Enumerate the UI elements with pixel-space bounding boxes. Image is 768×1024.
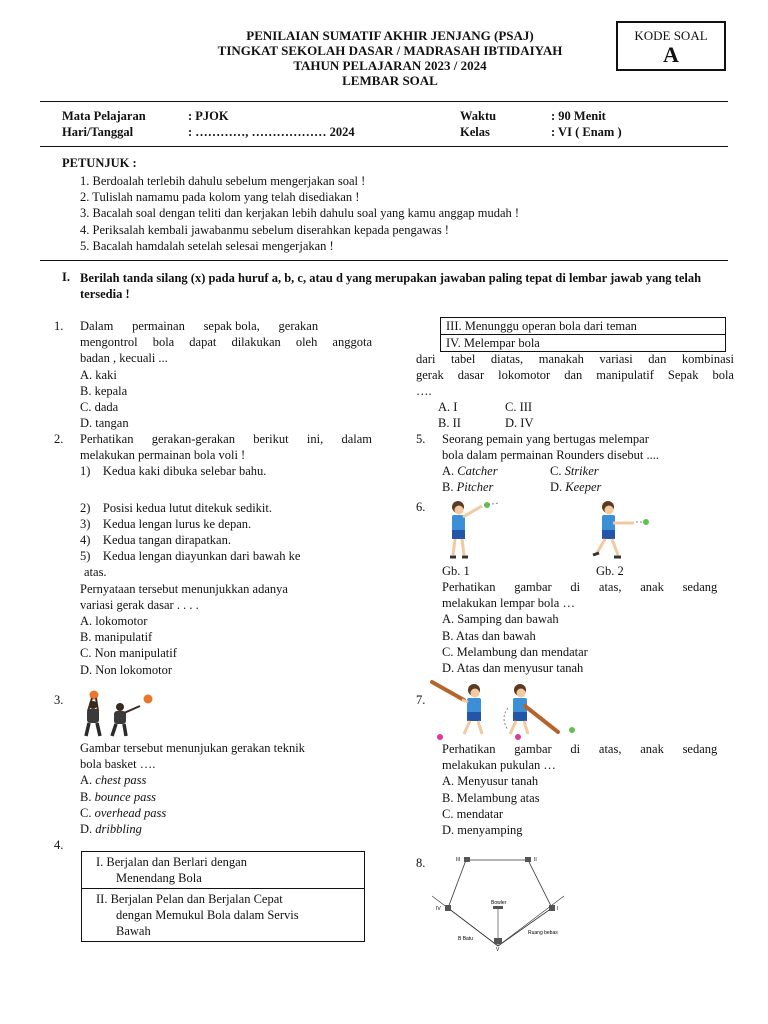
q3-option-a-letter: A. [80, 773, 96, 788]
q2-step-1: 1) Kedua kaki dibuka selebar bahu. [80, 464, 267, 479]
q2-statement-2: variasi gerak dasar . . . . [80, 597, 199, 612]
basketball-icon [144, 695, 153, 704]
q5-line2: bola dalam permainan Rounders disebut .... [442, 448, 659, 463]
q4-option-c[interactable]: C. III [505, 400, 533, 414]
q4-question [416, 351, 734, 400]
q6-option-c[interactable]: C. Melambung dan mendatar [442, 644, 588, 659]
mapel-label: Mata Pelajaran [62, 109, 146, 123]
q4-row-2 [82, 889, 365, 942]
q7-line2: melakukan pukulan … [442, 758, 556, 773]
q5-option-c[interactable] [550, 463, 599, 479]
q6-figure-1-label: Gb. 1 [442, 564, 470, 578]
q5-option-d[interactable] [550, 479, 601, 495]
basketball-icon [90, 691, 99, 700]
q7-option-d[interactable]: D. menyamping [442, 823, 523, 838]
label-v: V [496, 947, 500, 953]
q1-number: 1. [54, 319, 64, 333]
q4-row-1-line1: I. Berjalan dan Berlari dengan [96, 855, 247, 869]
q3-option-d-text: dribbling [95, 822, 142, 837]
header-line1: PENILAIAN SUMATIF AKHIR JENJANG (PSAJ) [246, 28, 534, 43]
q8-number: 8. [416, 856, 426, 870]
q2-option-d[interactable]: D. Non lokomotor [80, 662, 173, 677]
header-line4: LEMBAR SOAL [342, 73, 438, 88]
question-7 [442, 741, 734, 838]
q4-line3: …. [416, 384, 432, 399]
q3-option-c[interactable] [80, 805, 372, 821]
q2-statement-1: Pernyataan tersebut menunjukkan adanya [80, 581, 288, 596]
label-i: I [557, 906, 559, 912]
ball-icon [569, 727, 575, 733]
q5-option-a-letter: A. [442, 464, 458, 478]
q5-option-d-text: Keeper [565, 480, 602, 494]
waktu-value: : 90 Menit [551, 109, 606, 123]
petunjuk-item: 1. Berdoalah terlebih dahulu sebelum mengerjakan soal ! [80, 174, 366, 188]
petunjuk-divider [40, 260, 728, 261]
q4-row-4: IV. Melempar bola [441, 335, 726, 352]
q3-option-b-text: bounce pass [94, 789, 157, 804]
q4-row-2-line2: dengan Memukul Bola dalam Servis [116, 908, 299, 922]
label-iii: III [456, 857, 461, 863]
q5-option-c-text: Striker [564, 464, 599, 478]
q3-option-d[interactable] [80, 821, 372, 837]
petunjuk-item: 3. Bacalah soal dengan teliti dan kerjakan lebih dahulu soal yang kamu anggap mudah ! [80, 206, 520, 221]
q4-row-1-line2: Menendang Bola [116, 871, 202, 885]
q4-table-part2 [440, 317, 726, 352]
kelas-value: : VI ( Enam ) [551, 125, 622, 139]
base-i [549, 905, 555, 911]
q1-option-d[interactable]: D. tangan [80, 416, 129, 431]
q5-option-a-text: Catcher [457, 464, 498, 478]
base-iv [445, 905, 451, 911]
q3-option-c-letter: C. [80, 805, 95, 820]
q2-number: 2. [54, 432, 64, 446]
q6-option-a[interactable]: A. Samping dan bawah [442, 612, 559, 627]
q4-line1: dari tabel diatas, manakah variasi dan kombinasi [416, 352, 734, 366]
ball-icon [643, 519, 649, 525]
q4-option-a[interactable]: A. I [438, 400, 458, 414]
q1-option-b[interactable]: B. kepala [80, 383, 128, 398]
q2-option-c[interactable]: C. Non manipulatif [80, 646, 177, 661]
q5-line1: Seorang pemain yang bertugas melempar [442, 432, 649, 446]
petunjuk-item: 2. Tulislah namamu pada kolom yang telah disediakan ! [80, 190, 360, 205]
base-v [494, 938, 502, 944]
hari-value: : …………, ……………… 2024 [188, 125, 355, 139]
q1-line3: badan , kecuali ... [80, 351, 168, 366]
exam-info [0, 108, 768, 142]
batting-illustration [430, 678, 580, 740]
question-5 [442, 431, 734, 463]
section-instruction: Berilah tanda silang (x) pada huruf a, b, c, atau d yang merupakan jawaban paling tepat di lembar jawab yang telah tersedia ! [80, 271, 702, 301]
q3-option-b[interactable] [80, 789, 372, 805]
kode-soal-label: KODE SOAL [634, 28, 708, 43]
q4-option-d[interactable]: D. IV [505, 416, 534, 430]
q3-option-c-text: overhead pass [94, 805, 167, 820]
header-divider-top [40, 101, 728, 102]
q4-table-part1 [81, 851, 365, 942]
q2-option-b[interactable]: B. manipulatif [80, 630, 153, 645]
q6-line1: Perhatikan gambar di atas, anak sedang [442, 580, 718, 594]
q7-line1: Perhatikan gambar di atas, anak sedang [442, 742, 718, 756]
label-batu: B Batu [458, 936, 474, 942]
rounders-field-diagram [428, 852, 568, 952]
q2-step-2: 2) Posisi kedua lutut ditekuk sedikit. [80, 500, 273, 515]
bat-icon [432, 682, 464, 700]
q2-line2: melakukan permainan bola voli ! [80, 448, 246, 463]
q3-option-a[interactable] [80, 772, 372, 788]
question-6 [442, 579, 734, 676]
bowler-mark [493, 906, 503, 909]
q6-option-b[interactable]: B. Atas dan bawah [442, 628, 536, 643]
q6-number: 6. [416, 500, 426, 514]
q2-step-4: 4) Kedua tangan dirapatkan. [80, 533, 231, 548]
q5-option-b-letter: B. [442, 480, 457, 494]
basketball-pass-illustration [78, 690, 158, 738]
q5-option-a[interactable] [442, 463, 498, 479]
q3-option-b-letter: B. [80, 789, 95, 804]
throw-illustration-1 [440, 497, 510, 563]
throw-illustration-2 [590, 497, 660, 563]
base-ii [525, 857, 531, 862]
q7-option-c[interactable]: C. mendatar [442, 806, 504, 821]
kode-soal-value: A [663, 42, 679, 67]
question-3 [80, 740, 372, 837]
q3-line1: Gambar tersebut menunjukan gerakan teknik [80, 741, 305, 755]
q4-option-b[interactable]: B. II [438, 416, 461, 430]
q4-row-3: III. Menunggu operan bola dari teman [441, 318, 726, 335]
question-2 [80, 431, 372, 678]
q2-line1: Perhatikan gerakan-gerakan berikut ini, dalam [80, 432, 372, 446]
header-divider-bottom [40, 146, 728, 147]
q6-option-d[interactable]: D. Atas dan menyusur tanah [442, 661, 584, 676]
q3-line2: bola basket …. [80, 757, 156, 772]
q7-number: 7. [416, 693, 426, 707]
label-iv: IV [436, 906, 441, 912]
q4-row-2-line3: Bawah [116, 924, 151, 938]
label-ii: II [534, 857, 537, 863]
q6-line2: melakukan lempar bola … [442, 596, 575, 611]
q1-line2: mengontrol bola dapat dilakukan oleh anggota [80, 335, 372, 350]
kode-soal-box [616, 21, 726, 71]
base-iii [464, 857, 470, 862]
exam-header [150, 28, 630, 88]
q4-row-2-line1: II. Berjalan Pelan dan Berjalan Cepat [96, 892, 283, 906]
label-bowler: Bowler [491, 900, 507, 906]
q5-option-b-text: Pitcher [456, 480, 494, 494]
bat-icon [525, 706, 558, 732]
label-ruang-bebas: Ruang bebas [528, 930, 558, 936]
q5-option-d-letter: D. [550, 480, 566, 494]
q6-figure-2-label: Gb. 2 [596, 564, 624, 578]
q4-number: 4. [54, 838, 64, 852]
hari-label: Hari/Tanggal [62, 125, 134, 139]
header-line2: TINGKAT SEKOLAH DASAR / MADRASAH IBTIDAIYAH [217, 43, 563, 58]
q2-step-3: 3) Kedua lengan lurus ke depan. [80, 516, 252, 531]
petunjuk-title: PETUNJUK : [62, 156, 137, 170]
petunjuk-list [80, 173, 519, 254]
header-line3: TAHUN PELAJARAN 2023 / 2024 [293, 58, 487, 73]
q7-option-b[interactable]: B. Melambung atas [442, 790, 540, 805]
q5-number: 5. [416, 432, 426, 446]
petunjuk-item: 5. Bacalah hamdalah setelah selesai mengerjakan ! [80, 238, 334, 253]
q1-option-c[interactable]: C. dada [80, 400, 119, 415]
q1-option-a[interactable]: A. kaki [80, 367, 117, 382]
section-number: I. [62, 270, 70, 284]
waktu-label: Waktu [460, 109, 497, 123]
ball-icon [437, 734, 443, 740]
q2-option-a[interactable]: A. lokomotor [80, 614, 148, 629]
q3-option-a-text: chest pass [95, 773, 147, 788]
q3-option-d-letter: D. [80, 822, 96, 837]
q1-line1: Dalam permainan sepak bola, gerakan [80, 319, 319, 333]
petunjuk-item: 4. Periksalah kembali jawabanmu sebelum diserahkan kepada pengawas ! [80, 222, 449, 237]
q4-row-1 [82, 852, 365, 889]
q4-line2: gerak dasar lokomotor dan manipulatif Sepak bola [416, 368, 734, 383]
q7-option-a[interactable]: A. Menyusur tanah [442, 774, 539, 789]
q3-number: 3. [54, 693, 64, 707]
kelas-label: Kelas [460, 125, 490, 139]
q5-option-c-letter: C. [550, 464, 565, 478]
q5-option-b[interactable] [442, 479, 493, 495]
ball-icon [515, 734, 521, 740]
question-1 [80, 318, 372, 431]
q2-step-5-cont: atas. [84, 565, 107, 580]
mapel-value: : PJOK [188, 109, 229, 123]
q2-step-5: 5) Kedua lengan diayunkan dari bawah ke [80, 549, 301, 564]
